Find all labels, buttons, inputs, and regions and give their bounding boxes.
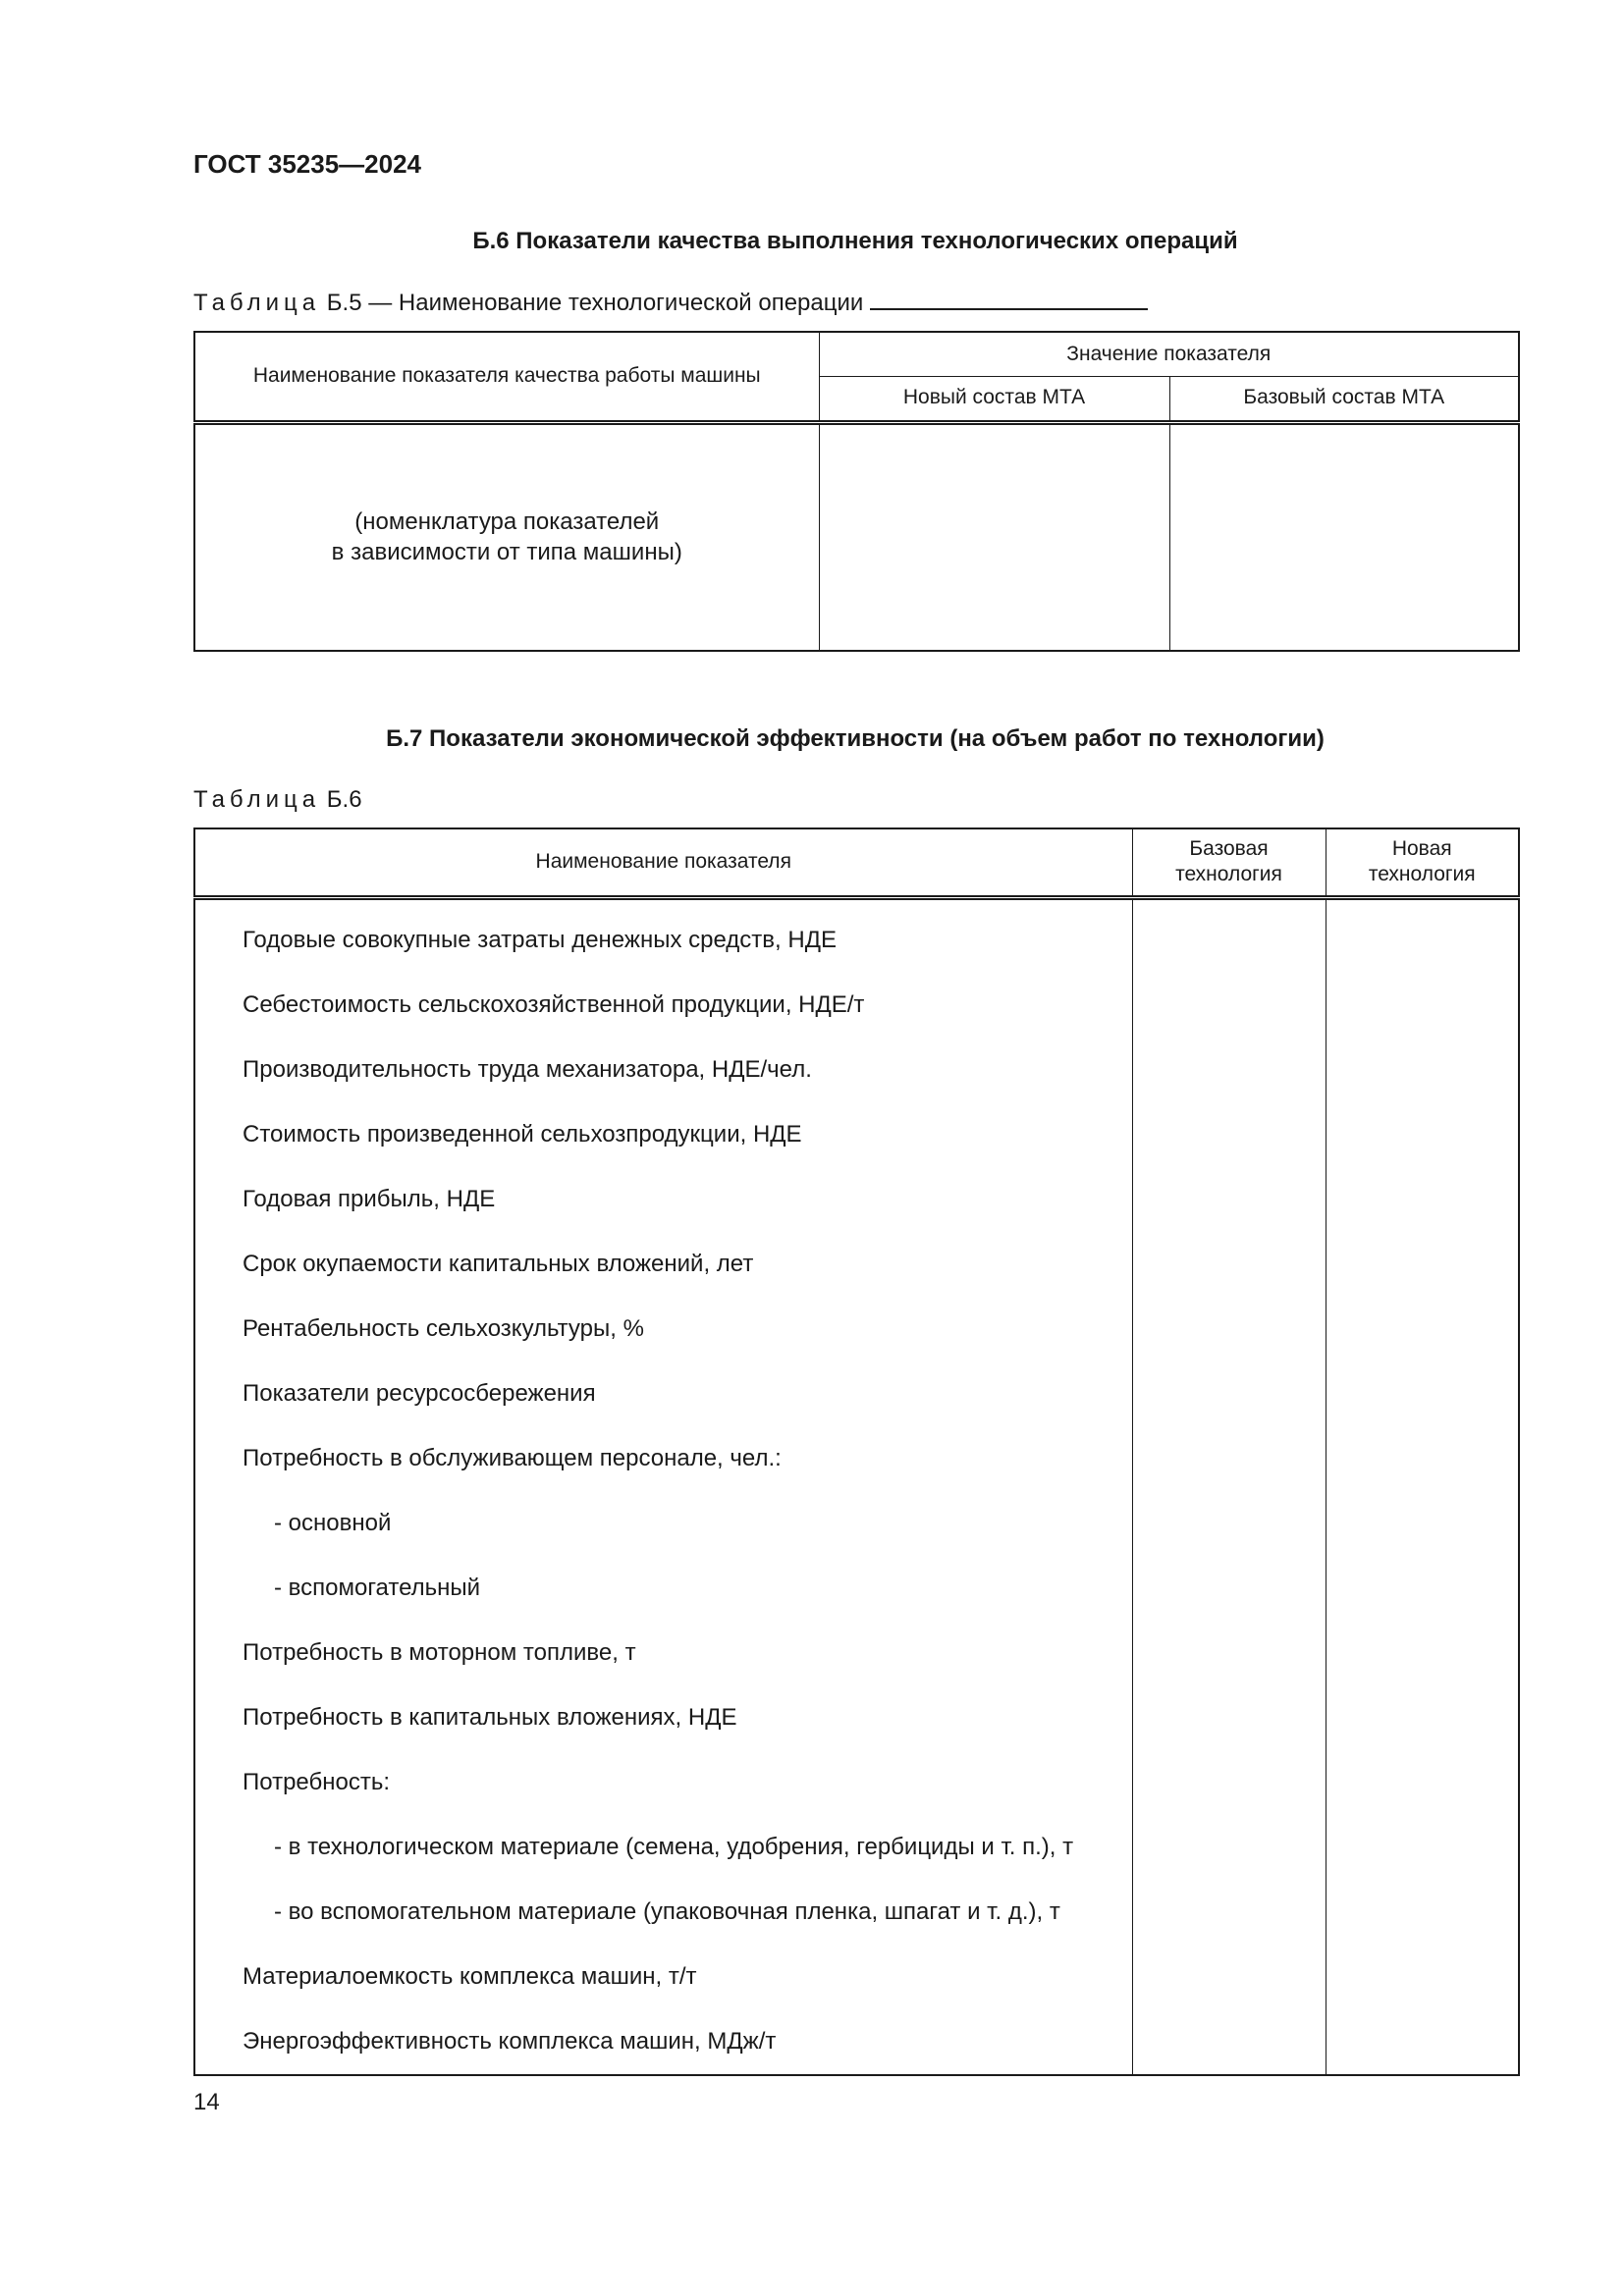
- document-code: ГОСТ 35235—2024: [193, 149, 421, 179]
- table-b5-caption: [193, 289, 1148, 317]
- new-technology-header: [1326, 828, 1519, 897]
- indicator-row: Потребность в моторном топливе, т: [243, 1638, 636, 1666]
- indicator-subrow: - в технологическом материале (семена, удобрения, гербициды и т. п.), т: [274, 1833, 1074, 1860]
- new-technology-values-cell: [1326, 897, 1519, 2075]
- indicator-list: [194, 897, 1132, 2075]
- quality-indicator-header: Наименование показателя качества работы машины: [194, 332, 819, 422]
- indicator-row: Себестоимость сельскохозяйственной продукции, НДЕ/т: [243, 990, 865, 1018]
- new-technology-header-line-2: технология: [1368, 863, 1476, 886]
- nomenclature-line-2: в зависимости от типа машины): [331, 539, 682, 566]
- new-mta-header: Новый состав МТА: [819, 376, 1169, 422]
- indicator-name-header: Наименование показателя: [194, 828, 1132, 897]
- indicator-row: Потребность в капитальных вложениях, НДЕ: [243, 1703, 737, 1731]
- table-label: Таблица: [193, 290, 321, 316]
- indicator-row: Показатели ресурсосбережения: [243, 1379, 596, 1407]
- indicator-subrow: - во вспомогательном материале (упаковочная пленка, шпагат и т. д.), т: [274, 1897, 1060, 1925]
- indicator-row: Срок окупаемости капитальных вложений, лет: [243, 1250, 754, 1277]
- table-label: Таблица: [193, 786, 321, 813]
- table-number: Б.5: [326, 290, 362, 316]
- page-number: 14: [193, 2089, 220, 2115]
- section-b7-title: Б.7 Показатели экономической эффективности (на объем работ по технологии): [386, 725, 1325, 752]
- indicator-row: Рентабельность сельхозкультуры, %: [243, 1314, 644, 1342]
- base-technology-values-cell: [1132, 897, 1326, 2075]
- indicator-row: Стоимость произведенной сельхозпродукции, НДЕ: [243, 1120, 802, 1148]
- base-mta-header: Базовый состав МТА: [1169, 376, 1519, 422]
- indicator-row: Годовая прибыль, НДЕ: [243, 1185, 496, 1212]
- indicator-subrow: - вспомогательный: [274, 1574, 481, 1601]
- indicator-row: Годовые совокупные затраты денежных средств, НДЕ: [243, 926, 837, 953]
- new-mta-value-cell: [819, 422, 1169, 651]
- indicator-row: Материалоемкость комплекса машин, т/т: [243, 1962, 697, 1990]
- table-caption-text: — Наименование технологической операции: [368, 290, 864, 316]
- table-b6-caption: [193, 786, 362, 814]
- base-mta-value-cell: [1169, 422, 1519, 651]
- base-technology-header-line-1: Базовая: [1189, 837, 1269, 860]
- nomenclature-cell: [194, 422, 819, 651]
- indicator-value-header: Значение показателя: [819, 332, 1519, 376]
- table-number: Б.6: [326, 786, 362, 813]
- indicator-row: Потребность:: [243, 1768, 390, 1795]
- base-technology-header: [1132, 828, 1326, 897]
- section-b6-title: Б.6 Показатели качества выполнения технологических операций: [472, 228, 1238, 254]
- indicator-subrow: - основной: [274, 1509, 392, 1536]
- nomenclature-line-1: (номенклатура показателей: [354, 508, 660, 536]
- indicator-row: Потребность в обслуживающем персонале, чел.:: [243, 1444, 782, 1471]
- new-technology-header-line-1: Новая: [1391, 837, 1452, 860]
- indicator-row: Энергоэффективность комплекса машин, МДж/т: [243, 2027, 777, 2055]
- base-technology-header-line-2: технология: [1175, 863, 1282, 886]
- operation-name-blank: [870, 289, 1148, 310]
- table-b5: [193, 331, 1520, 652]
- indicator-row: Производительность труда механизатора, НДЕ/чел.: [243, 1055, 812, 1083]
- table-b6: [193, 828, 1520, 2076]
